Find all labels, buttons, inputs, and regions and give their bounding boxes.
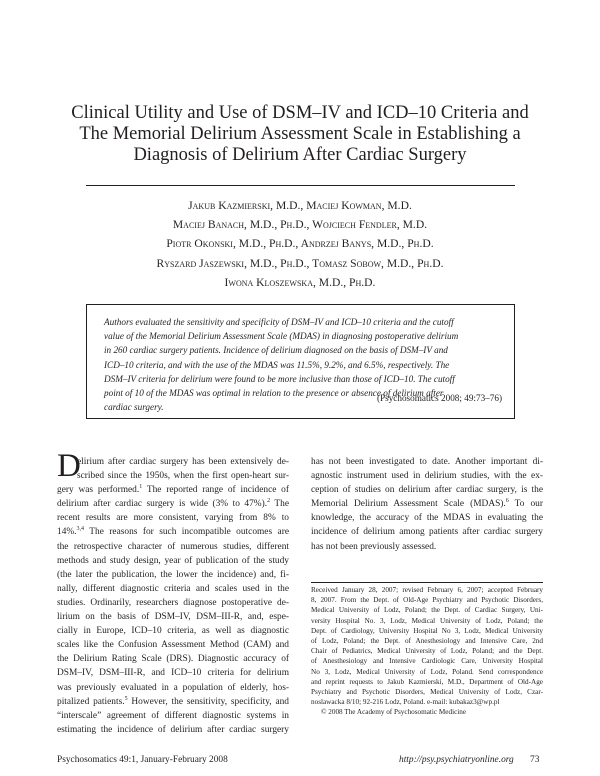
paragraph-line: the retrospective character of numerous studies, different (57, 541, 289, 552)
title-line: Diagnosis of Delirium After Cardiac Surgery (133, 145, 467, 165)
footnote-line: Chair of Pediatrics, Medical University of Lodz, Poland; and the Dept. (311, 647, 543, 656)
footer-url[interactable]: http://psy.psychiatryonline.org (399, 755, 514, 765)
paragraph-line: studies. Ordinarily, researchers diagnose postoperative de- (57, 597, 289, 608)
paragraph-line: scales like the Confusion Assessment Method (CAM) and (57, 640, 289, 651)
paragraph-line: lirium on the basis of DSM–IV, DSM–III-R, and, espe- (57, 612, 289, 623)
page-number: 73 (530, 755, 540, 765)
abstract-line: in 260 cardiac surgery patients. Incidence of delirium diagnosed on the basis of DSM–IV and (104, 345, 448, 356)
footnote-line: noslawacka 8/10; 92-216 Lodz, Poland. e-mail: kubakaz3@wp.pl (311, 698, 500, 707)
abstract-line: ICD–10 criteria, and with the use of the MDAS was 11.5%, 9.2%, and 6.5%, respectively. The (104, 359, 450, 370)
paragraph-line: elirium after cardiac surgery has been extensively de- (77, 457, 289, 467)
footnote (311, 585, 543, 718)
title-line: Clinical Utility and Use of DSM–IV and ICD–10 Criteria and (71, 103, 529, 123)
author-line: Piotr Okonski, M.D., Ph.D., Andrzej Banys, M.D., Ph.D. (166, 237, 434, 251)
paragraph-line: was previously evaluated in a population of elderly, hos- (57, 682, 289, 693)
author-line: Ryszard Jaszewski, M.D., Ph.D., Tomasz Sobow, M.D., Ph.D. (156, 256, 444, 270)
paragraph-line: “interscale” agreement of different diagnostic systems in (57, 710, 289, 721)
paragraph-line: ception of studies on delirium after cardiac surgery, is the (311, 485, 543, 496)
abstract-line: DSM–IV criteria for delirium were found to be more inclusive than those of ICD–10. The cutoff (104, 373, 455, 384)
abstract-citation: (Psychosomatics 2008; 49:73–76) (376, 393, 502, 403)
body-column-right (311, 455, 543, 554)
paragraph-line: recent results are more consistent, varying from 8% to (57, 513, 289, 524)
paragraph-line: (the later the publication, the lower the incidence) and, fi- (57, 569, 289, 580)
footnote-line: Dept. of Cardiology, University Hospital No 3, Lodz, Medical University (311, 626, 543, 635)
abstract-line: cardiac surgery. (104, 402, 164, 413)
paragraph-line: pitalized patients.$^5$ However, the sensitivity, specificity, and (57, 695, 289, 707)
drop-cap: D (57, 448, 81, 484)
paragraph-line: gery was performed.$^1$ The reported range of incidence of (57, 484, 289, 496)
paragraph-line: methods and study design, year of publication of the study (57, 555, 289, 566)
footer-journal: Psychosomatics 49:1, January-February 2008 (57, 755, 228, 765)
footnote-line: of Anesthesiology and Intensive Cardiologic Care, University Hospital (311, 657, 543, 666)
footnote-line: No 3, Lodz, Medical University of Lodz, Poland. Send correspondence (311, 667, 543, 676)
paragraph-line: cially in Europe, ICD–10 criteria, as well as diagnostic (57, 626, 289, 637)
title-line: The Memorial Delirium Assessment Scale in Establishing a (79, 124, 521, 144)
paragraph-line: Memorial Delirium Assessment Scale (MDAS).$^6$ To our (311, 498, 543, 510)
author-line: Jakub Kazmierski, M.D., Maciej Kowman, M.D. (188, 199, 412, 212)
abstract-line: value of the Memorial Delirium Assessment Scale (MDAS) in diagnosing postoperative delirium (104, 331, 459, 342)
paragraph-line: agnostic instrument used in delirium studies, with the ex- (311, 471, 543, 482)
footnote-line: Medical University of Lodz, Poland; the Dept. of Cardiac Surgery, Uni- (311, 606, 543, 615)
paragraph-line: 14%.$^{3,4}$ The reasons for such incompatible outcomes are (57, 526, 289, 538)
paragraph-line: incidence of delirium among patients after cardiac surgery (311, 527, 543, 538)
paragraph-line: has not been investigated to date. Another important di- (311, 457, 543, 467)
paragraph-line: delirium after cardiac surgery is wide (3% to 47%).$^2$ The (57, 498, 289, 510)
paragraph-line: has not been previously assessed. (311, 541, 437, 552)
author-list (40, 196, 560, 292)
paragraph-line: the Delirium Rating Scale (DRS). Diagnostic accuracy of (57, 654, 289, 665)
article-title (40, 103, 560, 166)
paragraph-line: knowledge, the accuracy of the MDAS in evaluating the (311, 513, 543, 524)
footnote-line: of Lodz, Poland; the Dept. of Anesthesiology and Intensive Care, 2nd (311, 637, 543, 646)
footnote-line: Received January 28, 2007; revised February 6, 2007; accepted February (311, 586, 543, 594)
body-column-left (57, 455, 289, 737)
title-divider (86, 185, 515, 186)
footnote-line: Psychiatry and Psychotic Disorders, Medical University of Lodz, Czar- (311, 688, 543, 697)
author-line: Maciej Banach, M.D., Ph.D., Wojciech Fendler, M.D. (172, 218, 428, 232)
paragraph-line: nally, different diagnostic criteria and scales used in the (57, 583, 289, 594)
footnote-divider (311, 582, 543, 583)
paragraph-line: DSM–IV, DSM–III-R, and ICD–10 criteria for delirium (57, 668, 289, 679)
abstract-line: point of 10 of the MDAS was optimal in relation to the presence or absence of delirium after (104, 388, 444, 399)
footnote-line: 8, 2007. From the Dept. of Old-Age Psychiatry and Psychotic Disorders, (311, 596, 543, 605)
paragraph-line: estimating the incidence of delirium after cardiac surgery (57, 724, 289, 735)
footnote-line: and reprint requests to Jakub Kazmierski, M.D., Department of Old-Age (311, 677, 543, 686)
footnote-line: versity Hospital No. 3, Lodz, Medical University of Lodz, Poland; the (311, 616, 543, 625)
abstract-box (86, 304, 515, 419)
author-line: Iwona Kloszewska, M.D., Ph.D. (224, 275, 376, 289)
copyright-line: © 2008 The Academy of Psychosomatic Medicine (321, 708, 467, 717)
paragraph-line: scribed since the 1950s, when the first open-heart sur- (77, 471, 289, 482)
abstract-line: Authors evaluated the sensitivity and specificity of DSM–IV and ICD–10 criteria and the cutoff (104, 317, 454, 327)
